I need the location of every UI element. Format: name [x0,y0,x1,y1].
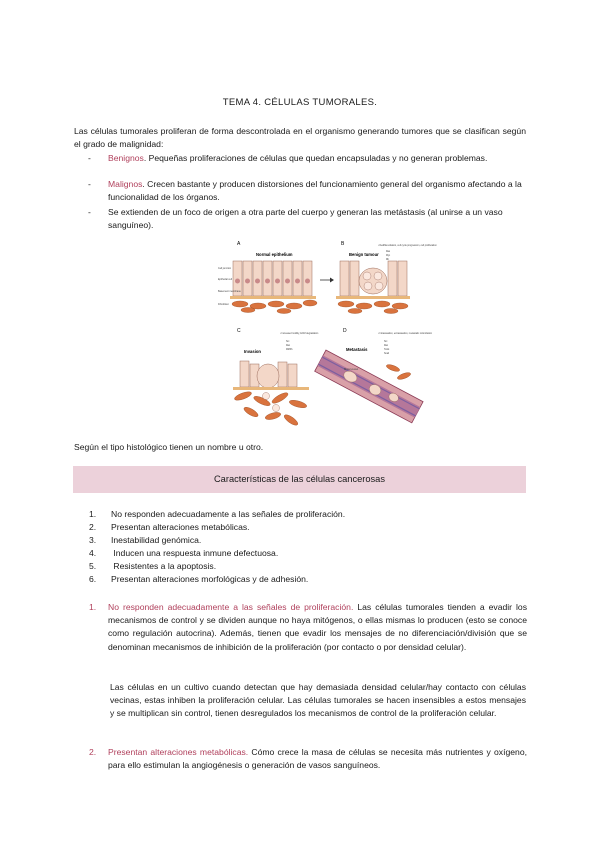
panel-c-item: MMPs [286,349,293,351]
term-malignos: Malignos [108,179,143,189]
panel-b-item: Myc [386,255,391,257]
panel-a [218,241,317,314]
section-2-text: Cómo crece la masa de células se necesita más nutrientes y oxígeno, para ello estimulan la angiogénesis o generación de vasos sanguíneos. [108,747,527,771]
panel-d-item: Snail [384,353,390,355]
bullet-text: Se extienden de un foco de origen a otra parte del cuerpo y generan las metástasis (al unirse a un vaso sanguíneo). [108,207,503,230]
label-basement-membrane: Basement membrane [218,290,241,293]
term-benignos: Benignos [108,153,144,163]
list-num: 4. [89,548,97,558]
list-num: 1. [89,509,97,519]
intro-paragraph: Las células tumorales proliferan de forma descontrolada en el organismo generando tumores que se clasifican según el grado de malignidad: [74,126,526,149]
label-cell-junction: Cell junction [218,267,232,270]
bullet-dash: - [88,179,91,189]
panel-a-letter: A [237,241,241,247]
panel-d-title: Metastasis [346,347,368,352]
section-1-heading: No responden adecuadamente a las señales de proliferación. [108,602,354,612]
panel-b-letter: B [341,241,345,247]
list-text: Resistentes a la apoptosis. [111,561,217,571]
section-banner: Características de las células cancerosas [73,466,526,493]
list-num: 2. [89,522,97,532]
panel-d-item: Src [384,341,388,343]
panel-d-note: • Intravasation, extravasation, metastatic colonization [378,333,433,335]
list-num: 3. [89,535,97,545]
tumour-progression-figure [218,236,437,432]
panel-c-item: Src [286,341,290,343]
section-2 [89,746,527,772]
panel-c-item: Rac [286,345,291,347]
panel-d [315,328,433,423]
bullet-dash: - [88,153,91,163]
label-blood-vessel: Blood vessel [344,368,359,371]
page-title: TEMA 4. CÉLULAS TUMORALES. [222,97,378,108]
section-1-para1: Las células tumorales tienden a evadir los mecanismos de control y se dividen aunque no haya mitógenos, o ellas mismas lo producen (esto se conoce como regulación autocrina). Además, tienen que evadir los mensajes de no diferenciación/división que se denominan mecanismos de inhibición de la proliferación (por contacto o por densidad celular). [108,602,528,652]
bullet-text: . Pequeñas proliferaciones de células que quedan encapsuladas y no generan problemas. [143,153,488,163]
panel-b-note: • Dedifferentiation, cell cycle progression, cell proliferation [378,245,437,247]
panel-d-letter: D [343,328,347,334]
section-2-heading: Presentan alteraciones metabólicas. [108,747,249,757]
panel-c-note: • Increased motility, ECM degradation [280,333,319,335]
list-text: No responden adecuadamente a las señales de proliferación. [111,509,346,519]
panel-d-item: Twist [384,349,390,351]
section-2-num: 2. [89,747,97,757]
list-text: Presentan alteraciones metabólicas. [111,522,250,532]
panel-b-title: Benign tumour [349,252,379,257]
label-epithelial-cell: Epithelial cell [218,278,232,281]
arrow-head-icon [330,278,334,283]
panel-b-item: Ras [386,251,391,253]
section-1-para2: Las células en un cultivo cuando detectan que hay demasiada densidad celular/hay contacto con células vecinas, estas inhiben la proliferación celular. Las células tumorales se hacen insensibles a estos mensajes y se multiplican sin control, tienen desregulados los mecanismos de control de la proliferación celular. [110,682,526,719]
section-1-num: 1. [89,602,97,612]
list-text: Inducen una respuesta inmune defectuosa. [111,548,279,558]
list-text: Inestabilidad genómica. [111,535,202,545]
panel-b [336,241,437,314]
bullet-dash: - [88,207,91,217]
panel-d-item: Rac [384,345,389,347]
histology-line: Según el tipo histológico tienen un nombre u otro. [74,442,264,452]
list-num: 6. [89,574,97,584]
list-num: 5. [89,561,97,571]
list-text: Presentan alteraciones morfológicas y de adhesión. [111,574,309,584]
panel-b-item: Rb [386,259,389,261]
panel-c-title: Invasion [244,349,261,354]
section-1 [89,601,527,654]
panel-c [233,328,319,427]
bullet-text: . Crecen bastante y producen distorsiones del funcionamiento general del organismo afectando a la funcionalidad de los órganos. [108,179,522,202]
panel-a-title: Normal epithelium [256,252,293,257]
panel-c-letter: C [237,328,241,334]
label-fibroblast: Fibroblast [218,303,229,306]
